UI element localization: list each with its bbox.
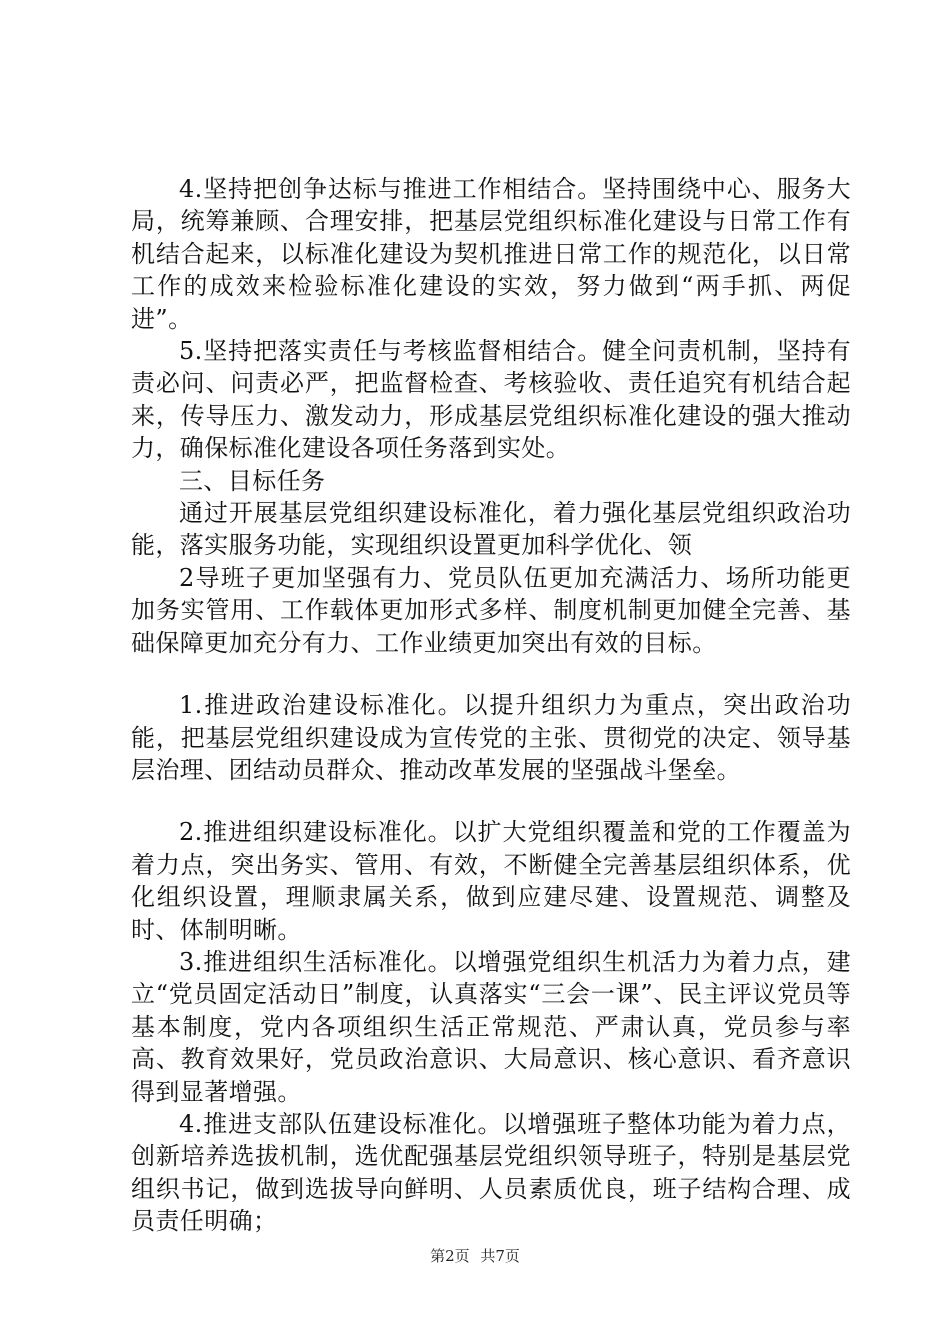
- document-body: [131, 173, 851, 1238]
- paragraph-principle-4: 4.坚持把创争达标与推进工作相结合。坚持围绕中心、服务大局，统筹兼顾、合理安排，把基层党组织标准化建设与日常工作有机结合起来，以标准化建设为契机推进日常工作的规范化，以日常工作的成效来检验标准化建设的实效，努力做到“两手抓、两促进”。: [131, 175, 851, 333]
- paragraph-gap: [131, 786, 851, 816]
- paragraph-task-2: 2.推进组织建设标准化。以扩大党组织覆盖和党的工作覆盖为着力点，突出务实、管用、有效，不断健全完善基层组织体系，优化组织设置，理顺隶属关系，做到应建尽建、设置规范、调整及时、体制明晰。: [131, 818, 851, 944]
- section-heading-goals: 三、目标任务: [179, 466, 326, 495]
- page-number: 第2页: [430, 1247, 470, 1265]
- paragraph-task-3: 3.推进组织生活标准化。以增强党组织生机活力为着力点，建立“党员固定活动日”制度，认真落实“三会一课”、民主评议党员等基本制度，党内各项组织生活正常规范、严肃认真，党员参与率高、教育效果好，党员政治意识、大局意识、核心意识、看齐意识得到显著增强。: [131, 947, 851, 1106]
- paragraph-goals-continued: 2导班子更加坚强有力、党员队伍更加充满活力、场所功能更加务实管用、工作载体更加形式多样、制度机制更加健全完善、基础保障更加充分有力、工作业绩更加突出有效的目标。: [131, 563, 851, 657]
- paragraph-task-1: 1.推进政治建设标准化。以提升组织力为重点，突出政治功能，把基层党组织建设成为宣传党的主张、贯彻党的决定、领导基层治理、团结动员群众、推动改革发展的坚强战斗堡垒。: [131, 691, 851, 784]
- paragraph-gap: [131, 659, 851, 689]
- page-total: 共7页: [480, 1247, 520, 1265]
- paragraph-goals-intro: 通过开展基层党组织建设标准化，着力强化基层党组织政治功能，落实服务功能，实现组织设置更加科学优化、领: [131, 499, 851, 560]
- paragraph-principle-5: 5.坚持把落实责任与考核监督相结合。健全问责机制，坚持有责必问、问责必严，把监督检查、考核验收、责任追究有机结合起来，传导压力、激发动力，形成基层党组织标准化建设的强大推动力，确保标准化建设各项任务落到实处。: [131, 337, 851, 463]
- page-footer: [0, 1245, 950, 1266]
- paragraph-task-4: 4.推进支部队伍建设标准化。以增强班子整体功能为着力点，创新培养选拔机制，选优配强基层党组织领导班子，特别是基层党组织书记，做到选拔导向鲜明、人员素质优良，班子结构合理、成员责任明确；: [131, 1109, 851, 1236]
